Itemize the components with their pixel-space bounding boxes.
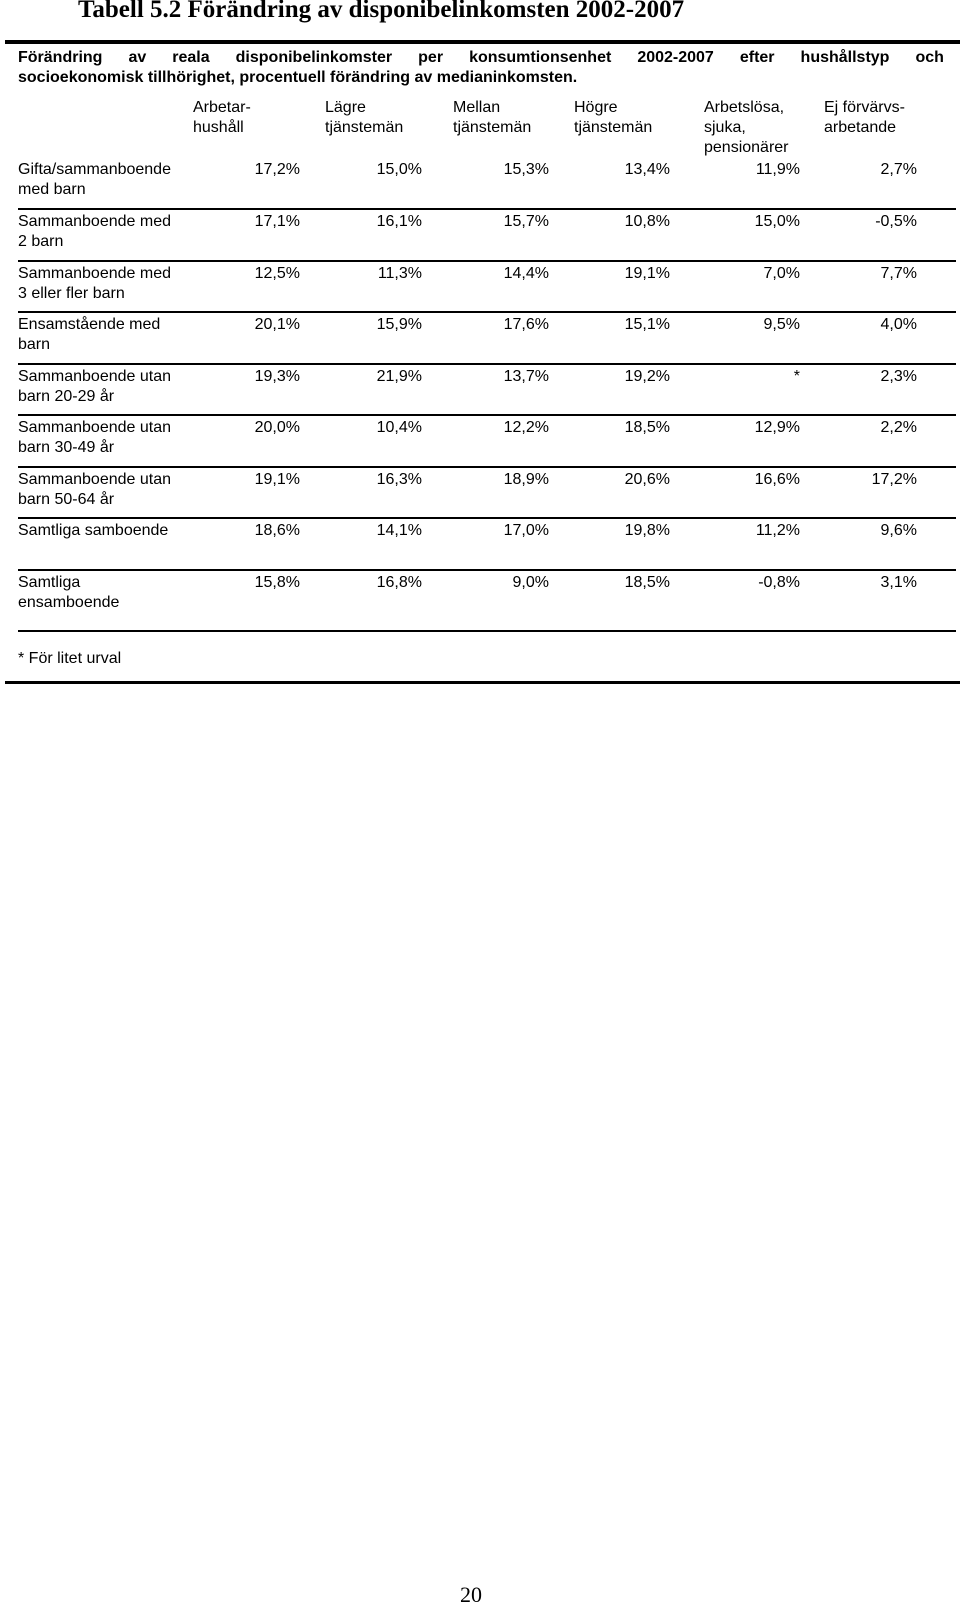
table-cell: 17,0% — [503, 522, 549, 539]
row-label-line: barn 30-49 år — [18, 439, 115, 456]
column-header-line: pensionärer — [704, 139, 789, 156]
caption-word: hushållstyp — [800, 49, 890, 66]
table-cell: 12,9% — [754, 419, 800, 436]
column-header — [824, 98, 905, 158]
top-rule — [5, 40, 960, 44]
caption-word: konsumtionsenhet — [469, 49, 612, 66]
bottom-rule — [5, 681, 960, 684]
row-divider — [18, 363, 956, 365]
table-cell: 19,8% — [624, 522, 670, 539]
column-header-line — [824, 138, 905, 158]
row-label-line: 2 barn — [18, 233, 64, 250]
caption-word: 2002-2007 — [637, 49, 714, 66]
table-cell: 12,2% — [503, 419, 549, 436]
table-cell: 11,9% — [755, 161, 800, 178]
table-cell: 9,6% — [880, 522, 917, 539]
table-cell: 10,8% — [624, 213, 670, 230]
column-header-line — [193, 138, 251, 158]
row-label-line: Sammanboende utan — [18, 419, 171, 436]
table-cell: 15,3% — [503, 161, 549, 178]
table-cell: 14,4% — [503, 265, 549, 282]
page-number: 20 — [460, 1582, 482, 1607]
caption-word: reala — [172, 49, 210, 66]
row-divider — [18, 569, 956, 571]
table-cell: 15,7% — [503, 213, 549, 230]
row-label — [18, 573, 208, 613]
table-cell: 10,4% — [376, 419, 422, 436]
table-cell: 7,0% — [763, 265, 800, 282]
income-change-table — [18, 98, 956, 611]
table-cell: 17,2% — [254, 161, 300, 178]
row-divider — [18, 517, 956, 519]
table-cell: 19,1% — [624, 265, 670, 282]
table-cell: 18,9% — [503, 471, 549, 488]
row-label — [18, 264, 208, 304]
table-cell: 17,6% — [503, 316, 549, 333]
table-cell: 3,1% — [880, 574, 917, 591]
row-divider — [18, 260, 956, 262]
row-label-line: Sammanboende utan — [18, 471, 171, 488]
row-label — [18, 315, 208, 355]
row-label-line: ensamboende — [18, 594, 120, 611]
row-label-line: Sammanboende utan — [18, 368, 171, 385]
table-cell: 12,5% — [254, 265, 300, 282]
column-header — [574, 98, 652, 158]
caption-word: per — [418, 49, 444, 66]
table-cell: 13,7% — [503, 368, 549, 385]
column-header-line: Arbetslösa, — [704, 99, 785, 116]
column-header-line: arbetande — [824, 119, 897, 136]
table-cell: 17,2% — [871, 471, 917, 488]
table-cell: * — [793, 368, 800, 385]
row-label-line: Gifta/sammanboende — [18, 161, 171, 178]
table-cell: 18,5% — [624, 574, 670, 591]
table-cell: 18,6% — [254, 522, 300, 539]
table-cell: 19,1% — [254, 471, 300, 488]
table-cell: 16,1% — [376, 213, 422, 230]
caption-line-1 — [18, 48, 944, 68]
caption-word: efter — [739, 49, 775, 66]
column-header — [453, 98, 531, 158]
table-cell: 20,1% — [254, 316, 300, 333]
caption-line-2: socioekonomisk tillhörighet, procentuell förändring av medianinkomsten. — [18, 69, 578, 86]
row-label-line: med barn — [18, 181, 86, 198]
table-cell: 2,7% — [880, 161, 917, 178]
table-cell: 19,2% — [624, 368, 670, 385]
footnote: * För litet urval — [18, 650, 122, 667]
row-label — [18, 521, 258, 541]
column-header-line: hushåll — [193, 119, 244, 136]
table-cell: 15,9% — [376, 316, 422, 333]
column-header-line: tjänstemän — [453, 119, 532, 136]
table-cell: 11,3% — [377, 265, 422, 282]
table-cell: 9,0% — [512, 574, 549, 591]
column-header-line: Högre — [574, 99, 618, 116]
table-cell: -0,8% — [758, 574, 800, 591]
table-cell: 16,8% — [376, 574, 422, 591]
column-header-line: sjuka, — [704, 119, 746, 136]
row-divider — [18, 311, 956, 313]
table-header — [18, 98, 956, 162]
table-cell: 2,3% — [880, 368, 917, 385]
column-header-line: Ej förvärvs- — [824, 99, 905, 116]
caption-word: av — [128, 49, 147, 66]
column-header-line — [574, 138, 652, 158]
row-label — [18, 160, 208, 200]
table-cell: 16,3% — [376, 471, 422, 488]
row-divider — [18, 208, 956, 210]
row-label-line: Ensamstående med — [18, 316, 161, 333]
table-cell: 4,0% — [880, 316, 917, 333]
row-divider — [18, 414, 956, 416]
column-header-line — [453, 138, 531, 158]
table-cell: 21,9% — [376, 368, 422, 385]
table-cell: 19,3% — [254, 368, 300, 385]
table-cell: 15,0% — [376, 161, 422, 178]
table-cell: -0,5% — [875, 213, 917, 230]
column-header-line: Mellan — [453, 99, 501, 116]
table-cell: 15,0% — [754, 213, 800, 230]
row-label — [18, 367, 208, 407]
row-label-line: Sammanboende med — [18, 265, 171, 282]
table-cell: 18,5% — [624, 419, 670, 436]
table-cell: 15,8% — [254, 574, 300, 591]
column-header-line: tjänstemän — [325, 119, 404, 136]
row-label-line: Sammanboende med — [18, 213, 171, 230]
row-label-line: Samtliga — [18, 574, 81, 591]
row-label-line: barn — [18, 336, 51, 353]
column-header — [325, 98, 403, 158]
table-cell: 7,7% — [880, 265, 917, 282]
table-cell: 20,6% — [624, 471, 670, 488]
row-label-line: barn 20-29 år — [18, 388, 115, 405]
row-divider — [18, 466, 956, 468]
row-label — [18, 470, 208, 510]
table-caption — [18, 48, 944, 88]
column-header-line: Arbetar- — [193, 99, 251, 116]
column-header — [704, 98, 789, 158]
table-cell: 2,2% — [880, 419, 917, 436]
column-header-line — [325, 138, 403, 158]
table-cell: 11,2% — [755, 522, 800, 539]
table-cell: 17,1% — [254, 213, 300, 230]
table-cell: 16,6% — [754, 471, 800, 488]
column-header — [193, 98, 251, 158]
table-cell: 9,5% — [763, 316, 800, 333]
caption-word: disponibelinkomster — [235, 49, 393, 66]
column-header-line: tjänstemän — [574, 119, 653, 136]
table-cell: 20,0% — [254, 419, 300, 436]
caption-word: och — [915, 49, 944, 66]
row-label-line: 3 eller fler barn — [18, 285, 125, 302]
page-title: Tabell 5.2 Förändring av disponibelinkomsten 2002-2007 — [78, 0, 685, 23]
column-header-line: Lägre — [325, 99, 366, 116]
table-cell: 15,1% — [624, 316, 670, 333]
row-label — [18, 212, 208, 252]
row-divider — [18, 630, 956, 632]
row-label-line: Samtliga samboende — [18, 522, 169, 539]
table-cell: 13,4% — [624, 161, 670, 178]
row-label — [18, 418, 208, 458]
row-label-line: barn 50-64 år — [18, 491, 115, 508]
table-cell: 14,1% — [376, 522, 422, 539]
caption-word: Förändring — [18, 49, 103, 66]
